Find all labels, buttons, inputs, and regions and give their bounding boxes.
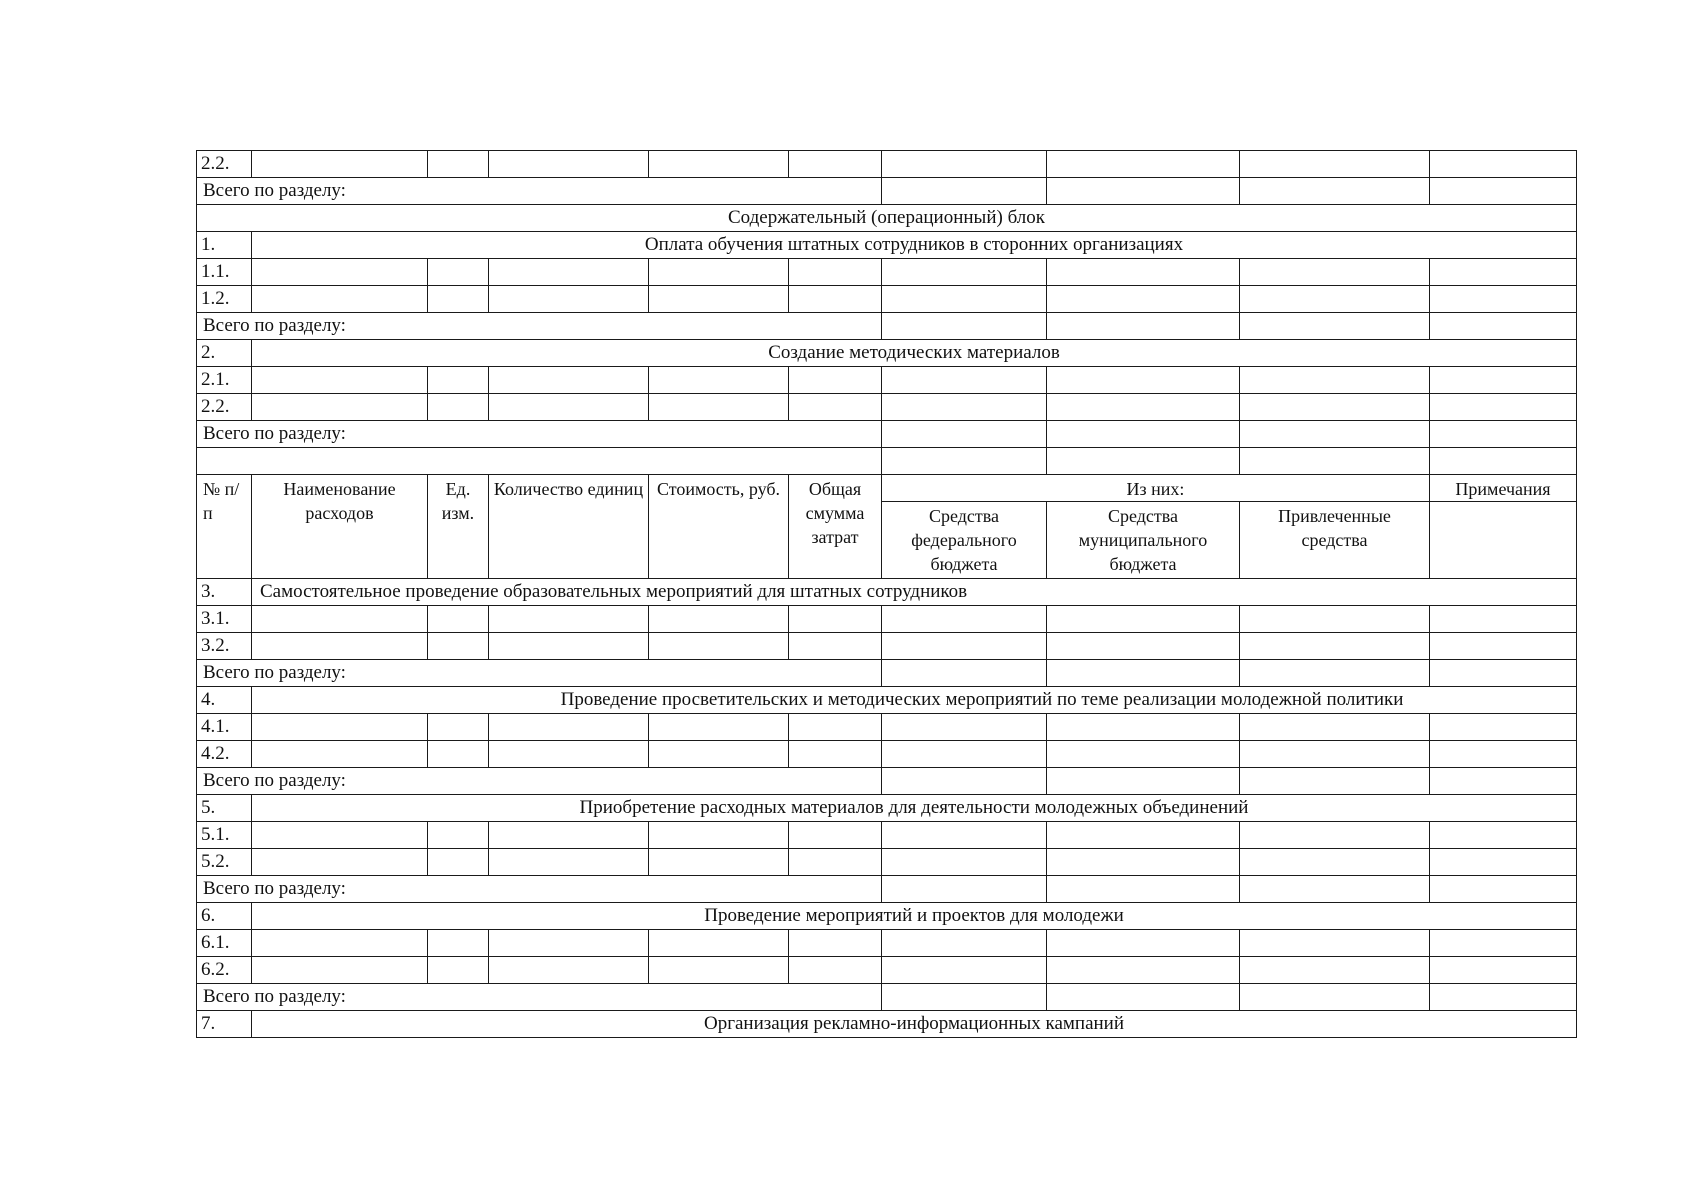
blank-row [197, 448, 1577, 475]
budget-sheet [196, 150, 1576, 1038]
col-header-cost: Стоимость, руб. [649, 475, 789, 579]
table-row [197, 849, 1577, 876]
block-title-row [197, 205, 1577, 232]
row-number: 6.1. [197, 930, 252, 957]
col-header-federal: Средства федерального бюджета [882, 502, 1047, 579]
col-header-of-which: Из них: [882, 475, 1430, 502]
section-number: 1. [197, 232, 252, 259]
section-title: Самостоятельное проведение образовательных мероприятий для штатных сотрудников [252, 579, 1577, 606]
section-total-row [197, 876, 1577, 903]
section-title-row [197, 1011, 1577, 1038]
col-header-unit: Ед. изм. [428, 475, 489, 579]
total-label: Всего по разделу: [197, 313, 882, 340]
table-row [197, 606, 1577, 633]
table-row [197, 286, 1577, 313]
row-number: 1.2. [197, 286, 252, 313]
section-total-row [197, 984, 1577, 1011]
section-number: 2. [197, 340, 252, 367]
budget-table [196, 150, 1577, 1038]
col-header-name: Наименование расходов [252, 475, 428, 579]
section-title-row [197, 232, 1577, 259]
section-title: Создание методических материалов [252, 340, 1577, 367]
table-row [197, 741, 1577, 768]
total-label: Всего по разделу: [197, 984, 882, 1011]
table-row [197, 259, 1577, 286]
col-header-municipal: Средства муниципального бюджета [1047, 502, 1240, 579]
total-label: Всего по разделу: [197, 660, 882, 687]
col-header-quantity: Количество единиц [489, 475, 649, 579]
section-title-row [197, 687, 1577, 714]
section-title-row [197, 340, 1577, 367]
col-header-total: Общая смумма затрат [789, 475, 882, 579]
table-row [197, 822, 1577, 849]
table-row [197, 367, 1577, 394]
table-row [197, 633, 1577, 660]
section-title: Проведение мероприятий и проектов для молодежи [252, 903, 1577, 930]
section-number: 7. [197, 1011, 252, 1038]
block-title: Содержательный (операционный) блок [197, 205, 1577, 232]
section-title: Проведение просветительских и методических мероприятий по теме реализации молодежной политики [252, 687, 1577, 714]
table-row [197, 930, 1577, 957]
section-total-row [197, 421, 1577, 448]
total-label: Всего по разделу: [197, 178, 882, 205]
row-number: 2.2. [197, 151, 252, 178]
section-title: Организация рекламно-информационных кампаний [252, 1011, 1577, 1038]
row-number: 2.2. [197, 394, 252, 421]
section-number: 4. [197, 687, 252, 714]
row-number: 4.2. [197, 741, 252, 768]
col-header-number: № п/п [197, 475, 252, 579]
row-number: 2.1. [197, 367, 252, 394]
total-label: Всего по разделу: [197, 768, 882, 795]
section-title: Приобретение расходных материалов для деятельности молодежных объединений [252, 795, 1577, 822]
column-header-row [197, 475, 1577, 502]
row-number: 5.1. [197, 822, 252, 849]
table-row [197, 714, 1577, 741]
section-total-row [197, 178, 1577, 205]
row-number: 5.2. [197, 849, 252, 876]
col-header-attracted: Привлеченные средства [1240, 502, 1430, 579]
section-number: 5. [197, 795, 252, 822]
table-row [197, 394, 1577, 421]
row-number: 6.2. [197, 957, 252, 984]
section-title: Оплата обучения штатных сотрудников в сторонних организациях [252, 232, 1577, 259]
table-row [197, 151, 1577, 178]
section-title-row [197, 903, 1577, 930]
row-number: 1.1. [197, 259, 252, 286]
section-total-row [197, 313, 1577, 340]
col-header-notes: Примечания [1430, 475, 1577, 502]
total-label: Всего по разделу: [197, 421, 882, 448]
section-title-row [197, 795, 1577, 822]
section-number: 3. [197, 579, 252, 606]
section-number: 6. [197, 903, 252, 930]
row-number: 3.2. [197, 633, 252, 660]
table-row [197, 957, 1577, 984]
row-number: 3.1. [197, 606, 252, 633]
section-total-row [197, 660, 1577, 687]
section-title-row [197, 579, 1577, 606]
total-label: Всего по разделу: [197, 876, 882, 903]
row-number: 4.1. [197, 714, 252, 741]
section-total-row [197, 768, 1577, 795]
